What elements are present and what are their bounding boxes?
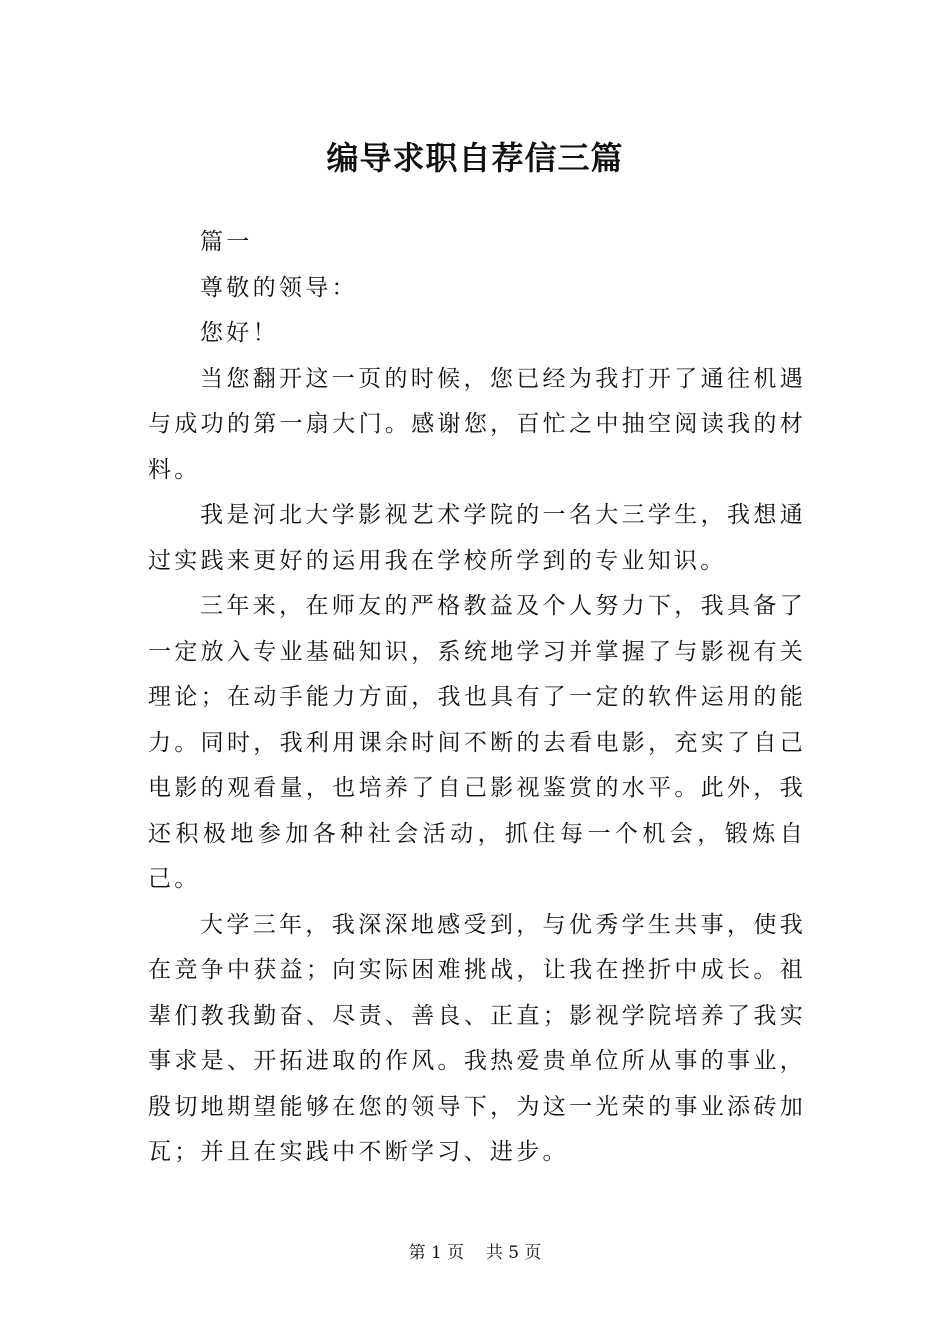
salutation: 尊敬的领导： (200, 274, 358, 301)
page-total: 共 5 页 (485, 1243, 542, 1263)
body-paragraph: 三年来，在师友的严格教益及个人努力下，我具备了一定放入专业基础知识，系统地学习并掌握了与影视有关理论；在动手能力方面，我也具有了一定的软件运用的能力。同时，我利用课余时间不断的去看电影，充实了自己电影的观看量，也培养了自己影视鉴赏的水平。此外，我还积极地参加各种社会活动，抓住每一个机会，锻炼自己。 (148, 593, 806, 892)
document-body (148, 220, 806, 1176)
footer-gap (470, 1243, 481, 1263)
page-number: 第 1 页 (408, 1243, 465, 1263)
body-paragraph: 当您翻开这一页的时候，您已经为我打开了通往机遇与成功的第一扇大门。感谢您，百忙之中抽空阅读我的材料。 (148, 365, 806, 483)
document-title: 编导求职自荐信三篇 (326, 139, 624, 177)
body-paragraph: 大学三年，我深深地感受到，与优秀学生共事，使我在竞争中获益；向实际困难挑战，让我在挫折中成长。祖辈们教我勤奋、尽责、善良、正直；影视学院培养了我实事求是、开拓进取的作风。我热爱贵单位所从事的事业，殷切地期望能够在您的领导下，为这一光荣的事业添砖加瓦；并且在实践中不断学习、进步。 (148, 911, 806, 1165)
greeting: 您好！ (200, 320, 279, 346)
section-heading: 篇一 (200, 229, 253, 255)
page-footer (0, 1238, 950, 1268)
body-paragraph: 我是河北大学影视艺术学院的一名大三学生，我想通过实践来更好的运用我在学校所学到的专业知识。 (148, 502, 806, 574)
